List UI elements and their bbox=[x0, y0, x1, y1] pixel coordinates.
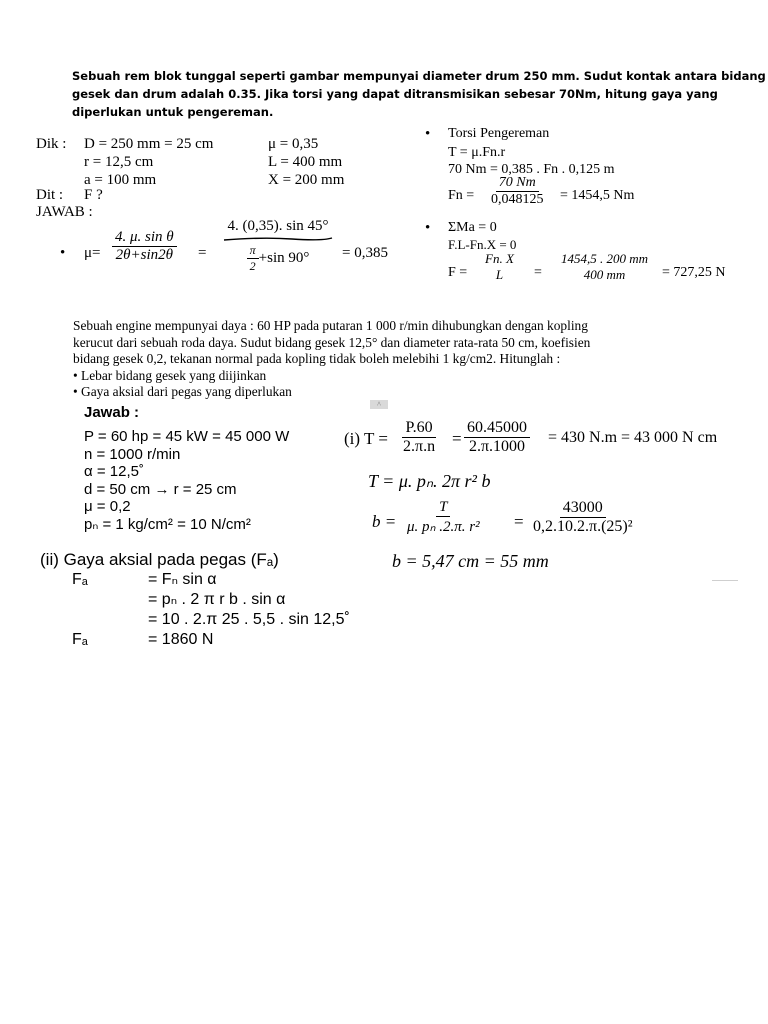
torque-label: (i) T = bbox=[344, 429, 388, 448]
f-numerator-2: 1454,5 . 200 mm bbox=[561, 251, 649, 266]
known-a: a = 100 mm bbox=[84, 172, 157, 188]
f-result: = 727,25 N bbox=[662, 265, 726, 280]
moment-equation: F.L-Fn.X = 0 bbox=[448, 237, 517, 252]
axial-step bbox=[72, 630, 350, 650]
mu2-numerator: 4. (0,35). sin 45° bbox=[227, 218, 329, 234]
known-radius: r = 12,5 cm bbox=[84, 154, 154, 170]
known-label: Dik : bbox=[36, 136, 67, 152]
axial-step-label: Fₐ bbox=[72, 571, 88, 588]
t-denominator-1: 2.π.n bbox=[403, 438, 436, 455]
t-denominator-2: 2.π.1000 bbox=[468, 438, 526, 455]
b-fraction-2 bbox=[530, 499, 636, 536]
axial-step bbox=[72, 610, 350, 630]
t-numerator-1: P.60 bbox=[402, 419, 435, 438]
chevron-up-icon: ^ bbox=[370, 400, 388, 409]
b-numerator-1: T bbox=[436, 499, 450, 517]
bullet-item: • Lebar bidang gesek yang diijinkan bbox=[73, 367, 267, 383]
given-diameter: d = 50 cm → r = 25 cm bbox=[84, 480, 237, 498]
fn-fraction bbox=[488, 175, 547, 208]
mu-label: μ= bbox=[84, 245, 101, 261]
given-power: P = 60 hp = 45 kW = 45 000 W bbox=[84, 428, 290, 445]
equals-sign: = bbox=[452, 429, 462, 448]
known-mu: μ = 0,35 bbox=[268, 136, 319, 152]
fn-label: Fn = bbox=[448, 188, 475, 203]
mu-result: = 0,385 bbox=[342, 245, 388, 261]
mu2-two: 2 bbox=[249, 259, 256, 273]
bullet-icon: • bbox=[425, 220, 431, 236]
known-x: X = 200 mm bbox=[268, 172, 345, 188]
torque-fraction-1 bbox=[400, 419, 438, 456]
axial-force-steps bbox=[72, 570, 350, 650]
bullet-icon: • bbox=[425, 126, 431, 142]
equals-sign: = bbox=[534, 265, 542, 280]
known-l: L = 400 mm bbox=[268, 154, 343, 170]
torque-formula: T = μ. pₙ. 2π r² b bbox=[368, 471, 491, 491]
f-fraction-1 bbox=[482, 251, 517, 283]
fn-result: = 1454,5 Nm bbox=[560, 188, 635, 203]
fn-numerator: 70 Nm bbox=[496, 175, 539, 192]
axial-step-expression: = 10 . 2.π 25 . 5,5 . sin 12,5˚ bbox=[148, 611, 350, 628]
f-label: F = bbox=[448, 265, 468, 280]
statement-line: gesek dan drum adalah 0.35. Jika torsi yang dapat ditransmisikan sebesar 70Nm, hitung gaya yang bbox=[72, 87, 718, 101]
f-numerator-1: Fn. X bbox=[485, 251, 514, 266]
b-numerator-2: 43000 bbox=[560, 499, 606, 518]
f-fraction-2 bbox=[558, 251, 651, 283]
mu2-sin90: +sin 90° bbox=[258, 250, 310, 266]
statement-line: Sebuah rem blok tunggal seperti gambar mempunyai diameter drum 250 mm. Sudut kontak antara bidang bbox=[72, 69, 766, 83]
asked-value: F ? bbox=[84, 187, 103, 203]
mu-substituted-fraction bbox=[222, 218, 334, 274]
axial-step bbox=[72, 590, 350, 610]
axial-step-expression: = pₙ . 2 π r b . sin α bbox=[148, 591, 286, 608]
axial-step-expression: = 1860 N bbox=[148, 631, 214, 648]
b-label: b = bbox=[372, 512, 397, 531]
given-values bbox=[84, 428, 289, 533]
axial-step-label bbox=[72, 590, 148, 610]
asked-label: Dit : bbox=[36, 187, 64, 203]
known-diameter: D = 250 mm = 25 cm bbox=[84, 136, 214, 152]
torque-equation: 70 Nm = 0,385 . Fn . 0,125 m bbox=[448, 162, 615, 177]
axial-step-label: Fₐ bbox=[72, 631, 88, 648]
b-denominator-2: 0,2.10.2.π.(25)² bbox=[533, 518, 633, 535]
statement-line: bidang gesek 0,2, tekanan normal pada kopling tidak boleh melebihi 1 kg/cm2. Hitunglah : bbox=[73, 351, 561, 366]
braking-torque-title: Torsi Pengereman bbox=[448, 126, 550, 141]
given-speed: n = 1000 r/min bbox=[84, 445, 181, 463]
b-fraction-1 bbox=[404, 499, 483, 536]
equals-sign: = bbox=[198, 245, 207, 261]
torque-equations bbox=[448, 144, 615, 178]
divider bbox=[712, 580, 738, 581]
b-denominator-1: μ. pₙ .2.π. r² bbox=[407, 519, 480, 535]
mu-fraction bbox=[112, 229, 177, 264]
moment-sum: ΣMa = 0 bbox=[448, 220, 497, 235]
torque-result: = 430 N.m = 43 000 N cm bbox=[548, 429, 718, 446]
t-numerator-2: 60.45000 bbox=[464, 419, 530, 438]
jawab-heading: Jawab : bbox=[84, 404, 140, 421]
axial-step bbox=[72, 570, 350, 590]
fn-denominator: 0,048125 bbox=[491, 192, 544, 207]
statement-line: diperlukan untuk pengereman. bbox=[72, 105, 274, 119]
bullet-icon: • bbox=[60, 245, 66, 261]
mu-denominator: 2θ+sin2θ bbox=[115, 247, 174, 263]
mu-numerator: 4. μ. sin θ bbox=[112, 229, 177, 247]
bullet-item: • Gaya aksial dari pegas yang diperlukan bbox=[73, 384, 292, 399]
f-denominator-2: 400 mm bbox=[583, 267, 626, 282]
known-values-2 bbox=[268, 135, 344, 189]
given-mu: μ = 0,2 bbox=[84, 498, 131, 515]
given-angle: α = 12,5˚ bbox=[84, 463, 144, 480]
axial-force-title: (ii) Gaya aksial pada pegas (Fₐ) bbox=[40, 550, 279, 569]
problem1-statement bbox=[72, 67, 766, 121]
answer-label: JAWAB : bbox=[36, 204, 93, 220]
axial-step-expression: = Fₙ sin α bbox=[148, 571, 217, 588]
f-denominator-1: L bbox=[495, 267, 504, 282]
handwritten-fraction-line bbox=[222, 235, 334, 243]
given-pressure: pₙ = 1 kg/cm² = 10 N/cm² bbox=[84, 515, 251, 533]
b-result: b = 5,47 cm = 55 mm bbox=[392, 551, 549, 571]
torque-equation: T = μ.Fn.r bbox=[448, 145, 506, 160]
statement-line: Sebuah engine mempunyai daya : 60 HP pada putaran 1 000 r/min dihubungkan dengan kopling bbox=[73, 318, 588, 333]
problem2-statement bbox=[73, 318, 590, 401]
mu2-pi: π bbox=[247, 243, 259, 259]
torque-fraction-2 bbox=[464, 419, 530, 456]
known-values bbox=[84, 135, 213, 189]
equals-sign: = bbox=[514, 512, 524, 531]
axial-step-label bbox=[72, 610, 148, 630]
statement-line: kerucut dari sebuah roda daya. Sudut bidang gesek 12,5° dan diameter rata-rata 50 cm, koefisien bbox=[73, 334, 591, 350]
